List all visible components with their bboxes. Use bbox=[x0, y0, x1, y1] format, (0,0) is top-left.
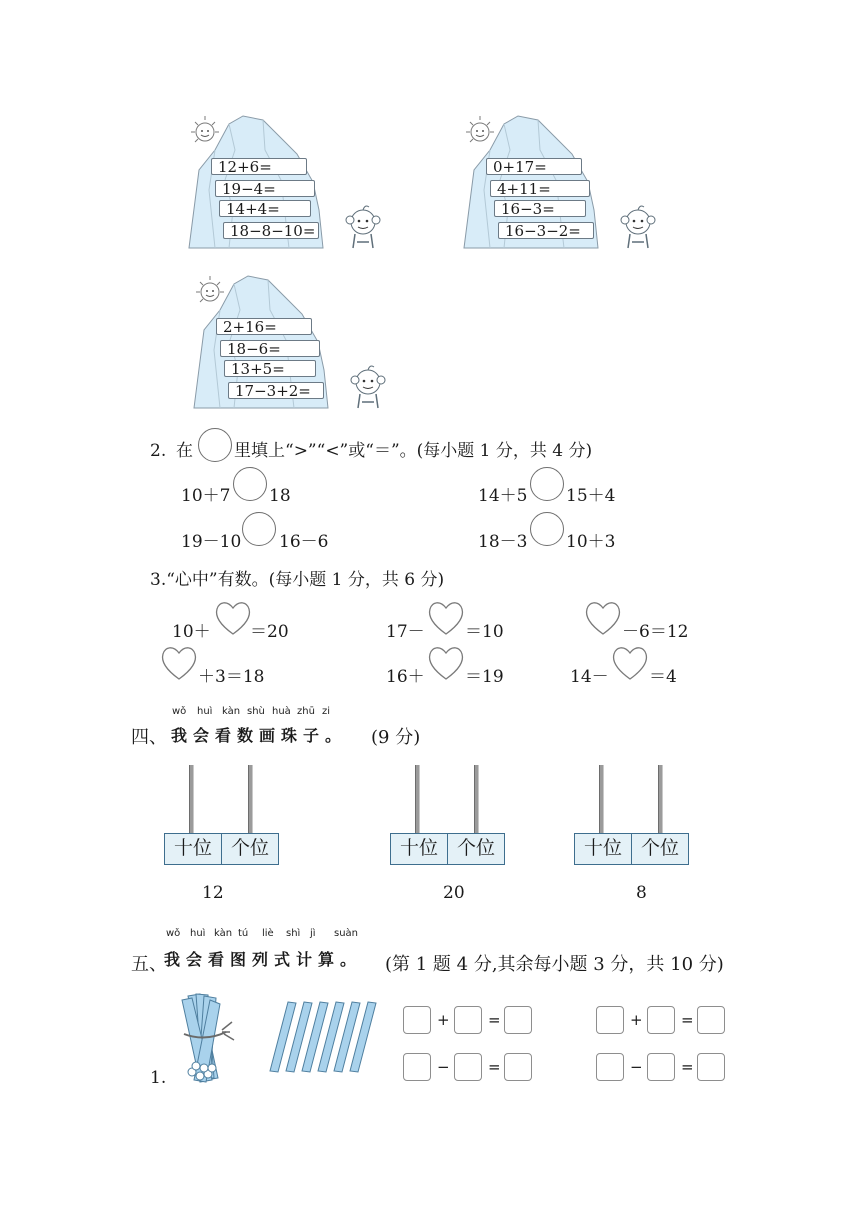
loose-sticks-image bbox=[268, 1000, 384, 1076]
answer-box[interactable] bbox=[504, 1053, 532, 1081]
section4-prefix: 四、 bbox=[131, 727, 167, 748]
pinyin-syllable: kàn bbox=[222, 706, 241, 717]
q3-item-before: 14－ bbox=[570, 667, 609, 687]
q2-title-circle bbox=[198, 428, 232, 462]
heart-icon[interactable] bbox=[426, 643, 466, 683]
q3-item-before: 16＋ bbox=[386, 667, 425, 687]
tens-place-label: 十位 bbox=[390, 833, 448, 865]
pinyin-syllable: suàn bbox=[334, 928, 359, 939]
answer-box[interactable] bbox=[647, 1053, 675, 1081]
heart-icon[interactable] bbox=[583, 598, 623, 638]
ones-place-label: 个位 bbox=[447, 833, 505, 865]
mountain-equation[interactable]: 16−3= bbox=[494, 200, 586, 217]
pinyin-syllable: huà bbox=[272, 706, 291, 717]
q3-item-after: ＝20 bbox=[250, 622, 289, 642]
section5-heading: 我会看图列式计算。 bbox=[164, 950, 363, 969]
monkey-icon bbox=[621, 206, 655, 248]
q3-item-after: ＝4 bbox=[649, 667, 677, 687]
q2-item-2-circle[interactable] bbox=[530, 467, 564, 501]
abacus-2 bbox=[390, 765, 508, 865]
mountain-equation[interactable]: 13+5= bbox=[224, 360, 316, 377]
q2-item-4-circle[interactable] bbox=[530, 512, 564, 546]
answer-box[interactable] bbox=[504, 1006, 532, 1034]
q3-item-after: ＝19 bbox=[465, 667, 504, 687]
pinyin-syllable: kàn bbox=[214, 928, 233, 939]
answer-box[interactable] bbox=[697, 1053, 725, 1081]
q2-number: 2. bbox=[150, 441, 167, 461]
section5-prefix: 五、 bbox=[131, 954, 167, 975]
q3-item-before: 17－ bbox=[386, 622, 425, 642]
q2-item-3-right: 16－6 bbox=[279, 532, 329, 552]
tens-rod[interactable] bbox=[415, 765, 420, 833]
equals-symbol: = bbox=[488, 1011, 501, 1029]
pinyin-syllable: zhū bbox=[297, 706, 315, 717]
pinyin-syllable: zi bbox=[322, 706, 331, 717]
q3-title: 3.“心中”有数。(每小题 1 分，共 6 分) bbox=[150, 570, 445, 590]
answer-box[interactable] bbox=[403, 1006, 431, 1034]
stick-bundle-image bbox=[170, 990, 240, 1090]
ones-place-label: 个位 bbox=[221, 833, 279, 865]
answer-box[interactable] bbox=[403, 1053, 431, 1081]
sun-icon bbox=[196, 276, 224, 302]
tens-place-label: 十位 bbox=[574, 833, 632, 865]
mountain-equation[interactable]: 4+11= bbox=[490, 180, 590, 197]
operator-symbol: + bbox=[437, 1011, 450, 1029]
mountain-equation[interactable]: 19−4= bbox=[215, 180, 315, 197]
answer-box[interactable] bbox=[454, 1006, 482, 1034]
q3-item-after: ＝10 bbox=[465, 622, 504, 642]
operator-symbol: − bbox=[437, 1058, 450, 1076]
q2-item-3-circle[interactable] bbox=[242, 512, 276, 546]
heart-icon[interactable] bbox=[426, 598, 466, 638]
monkey-icon bbox=[346, 206, 380, 248]
tens-place-label: 十位 bbox=[164, 833, 222, 865]
pinyin-syllable: tú bbox=[238, 928, 249, 939]
ones-rod[interactable] bbox=[658, 765, 663, 833]
q2-item-1-right: 18 bbox=[269, 486, 291, 506]
monkey-icon bbox=[351, 366, 385, 408]
section4-heading: 我会看数画珠子。 bbox=[171, 726, 348, 745]
equals-symbol: = bbox=[681, 1011, 694, 1029]
ones-place-label: 个位 bbox=[631, 833, 689, 865]
abacus-1 bbox=[164, 765, 282, 865]
pinyin-syllable: huì bbox=[190, 928, 206, 939]
mountain-equation[interactable]: 0+17= bbox=[486, 158, 582, 175]
pinyin-syllable: shì bbox=[286, 928, 301, 939]
mountain-equation[interactable]: 18−6= bbox=[220, 340, 320, 357]
answer-box[interactable] bbox=[454, 1053, 482, 1081]
mountain-equation[interactable]: 18−8−10= bbox=[223, 222, 319, 239]
q3-item-after: ＋3＝18 bbox=[198, 667, 265, 687]
mountain-card-1 bbox=[185, 110, 385, 250]
pinyin-syllable: wǒ bbox=[166, 928, 181, 939]
q2-item-4-left: 18－3 bbox=[478, 532, 528, 552]
tens-rod[interactable] bbox=[189, 765, 194, 833]
pinyin-syllable: wǒ bbox=[172, 706, 187, 717]
pinyin-syllable: jì bbox=[310, 928, 316, 939]
mountain-equation[interactable]: 12+6= bbox=[211, 158, 307, 175]
equals-symbol: = bbox=[488, 1058, 501, 1076]
pinyin-syllable: shù bbox=[247, 706, 265, 717]
q2-item-1-circle[interactable] bbox=[233, 467, 267, 501]
answer-box[interactable] bbox=[596, 1006, 624, 1034]
tens-rod[interactable] bbox=[599, 765, 604, 833]
heart-icon[interactable] bbox=[610, 643, 650, 683]
abacus-target-number: 20 bbox=[443, 883, 465, 903]
q2-item-1-left: 10＋7 bbox=[181, 486, 231, 506]
abacus-target-number: 8 bbox=[636, 883, 647, 903]
heart-icon[interactable] bbox=[159, 643, 199, 683]
section5-score: (第 1 题 4 分,其余每小题 3 分，共 10 分) bbox=[385, 954, 724, 975]
q5-1-number: 1. bbox=[150, 1068, 167, 1088]
mountain-equation[interactable]: 2+16= bbox=[216, 318, 312, 335]
q2-suffix: 里填上“>”“<”或“＝”。(每小题 1 分，共 4 分) bbox=[234, 441, 593, 461]
abacus-3 bbox=[574, 765, 692, 865]
ones-rod[interactable] bbox=[474, 765, 479, 833]
mountain-equation[interactable]: 16−3−2= bbox=[498, 222, 594, 239]
ones-rod[interactable] bbox=[248, 765, 253, 833]
q2-item-4-right: 10＋3 bbox=[566, 532, 616, 552]
q3-item-before: 10＋ bbox=[172, 622, 211, 642]
mountain-equation[interactable]: 17−3+2= bbox=[228, 382, 324, 399]
equals-symbol: = bbox=[681, 1058, 694, 1076]
mountain-equation[interactable]: 14+4= bbox=[219, 200, 311, 217]
operator-symbol: + bbox=[630, 1011, 643, 1029]
sun-icon bbox=[466, 116, 494, 142]
operator-symbol: − bbox=[630, 1058, 643, 1076]
mountain-card-2 bbox=[460, 110, 660, 250]
pinyin-syllable: liè bbox=[262, 928, 274, 939]
abacus-target-number: 12 bbox=[202, 883, 224, 903]
q2-item-3-left: 19－10 bbox=[181, 532, 242, 552]
mountain-card-3 bbox=[190, 270, 390, 410]
q2-item-2-left: 14＋5 bbox=[478, 486, 528, 506]
pinyin-syllable: huì bbox=[197, 706, 213, 717]
sun-icon bbox=[191, 116, 219, 142]
heart-icon[interactable] bbox=[213, 598, 253, 638]
answer-box[interactable] bbox=[596, 1053, 624, 1081]
q2-prefix: 在 bbox=[176, 441, 193, 461]
section4-score: (9 分) bbox=[371, 727, 421, 748]
answer-box[interactable] bbox=[647, 1006, 675, 1034]
answer-box[interactable] bbox=[697, 1006, 725, 1034]
q2-item-2-right: 15＋4 bbox=[566, 486, 616, 506]
q3-item-after: －6＝12 bbox=[622, 622, 689, 642]
